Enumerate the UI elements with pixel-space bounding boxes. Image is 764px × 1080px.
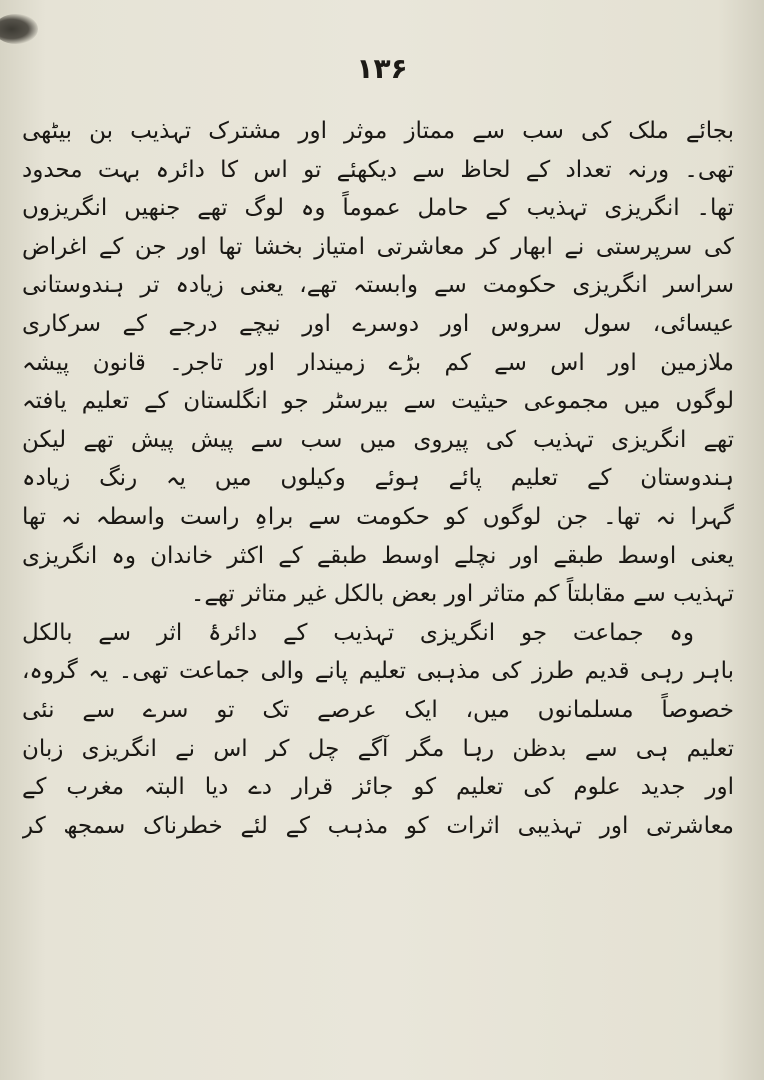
text-line: تعلیم ہی سے بدظن رہا مگر آگے چل کر اس نے انگریزی زبان xyxy=(22,735,734,762)
text-line: تھے انگریزی تہذیب کی پیروی میں سب سے پیش پیش تھے لیکن xyxy=(22,426,734,453)
text-line-paragraph-end: تہذیب سے مقابلتاً کم متاثر اور بعض بالکل غیر متاثر تھے۔ xyxy=(190,581,734,608)
urdu-body-text xyxy=(22,112,734,845)
text-line: ملازمین اور اس سے کم بڑے زمیندار اور تاجر۔ قانون پیشہ xyxy=(22,349,734,376)
text-line: خصوصاً مسلمانوں میں، ایک عرصے تک تو سرے سے نئی xyxy=(22,696,734,723)
text-line: تھا۔ انگریزی تہذیب کے حامل عموماً وہ لوگ تھے جنھیں انگریزوں xyxy=(22,195,734,222)
text-line: ہندوستان کے تعلیم پائے ہوئے وکیلوں میں یہ رنگ زیادہ xyxy=(22,465,734,492)
text-line: کی سرپرستی نے ابھار کر معاشرتی امتیاز بخشا تھا اور جن کے اغراض xyxy=(22,233,734,260)
text-line: معاشرتی اور تہذیبی اثرات کو مذہب کے لئے خطرناک سمجھ کر xyxy=(22,812,734,839)
text-line: باہر رہی قدیم طرز کی مذہبی تعلیم پانے والی جماعت تھی۔ یہ گروہ، xyxy=(22,658,734,685)
text-line: گہرا نہ تھا۔ جن لوگوں کو حکومت سے براہِ راست واسطہ نہ تھا xyxy=(22,503,734,530)
text-line-paragraph-start: وہ جماعت جو انگریزی تہذیب کے دائرۂ اثر سے بالکل xyxy=(22,619,694,646)
text-line: عیسائی، سول سروس اور دوسرے اور نیچے درجے کے سرکاری xyxy=(22,310,734,337)
text-line: لوگوں میں مجموعی حیثیت سے بیرسٹر جو انگلستان کے تعلیم یافتہ xyxy=(22,388,734,415)
ink-stain xyxy=(0,14,38,44)
page-number: ۱۳۶ xyxy=(356,52,408,85)
text-line: بجائے ملک کی سب سے ممتاز موثر اور مشترک تہذیب بن بیٹھی xyxy=(22,118,734,144)
text-line: اور جدید علوم کی تعلیم کو جائز قرار دے دیا البتہ مغرب کے xyxy=(22,774,734,801)
text-line: تھی۔ ورنہ تعداد کے لحاظ سے دیکھئے تو اس کا دائرہ بہت محدود xyxy=(22,156,734,183)
text-line: یعنی اوسط طبقے اور نچلے اوسط طبقے کے اکثر خاندان وہ انگریزی xyxy=(22,542,734,569)
text-line: سراسر انگریزی حکومت سے وابستہ تھے، یعنی زیادہ تر ہندوستانی xyxy=(22,272,734,299)
